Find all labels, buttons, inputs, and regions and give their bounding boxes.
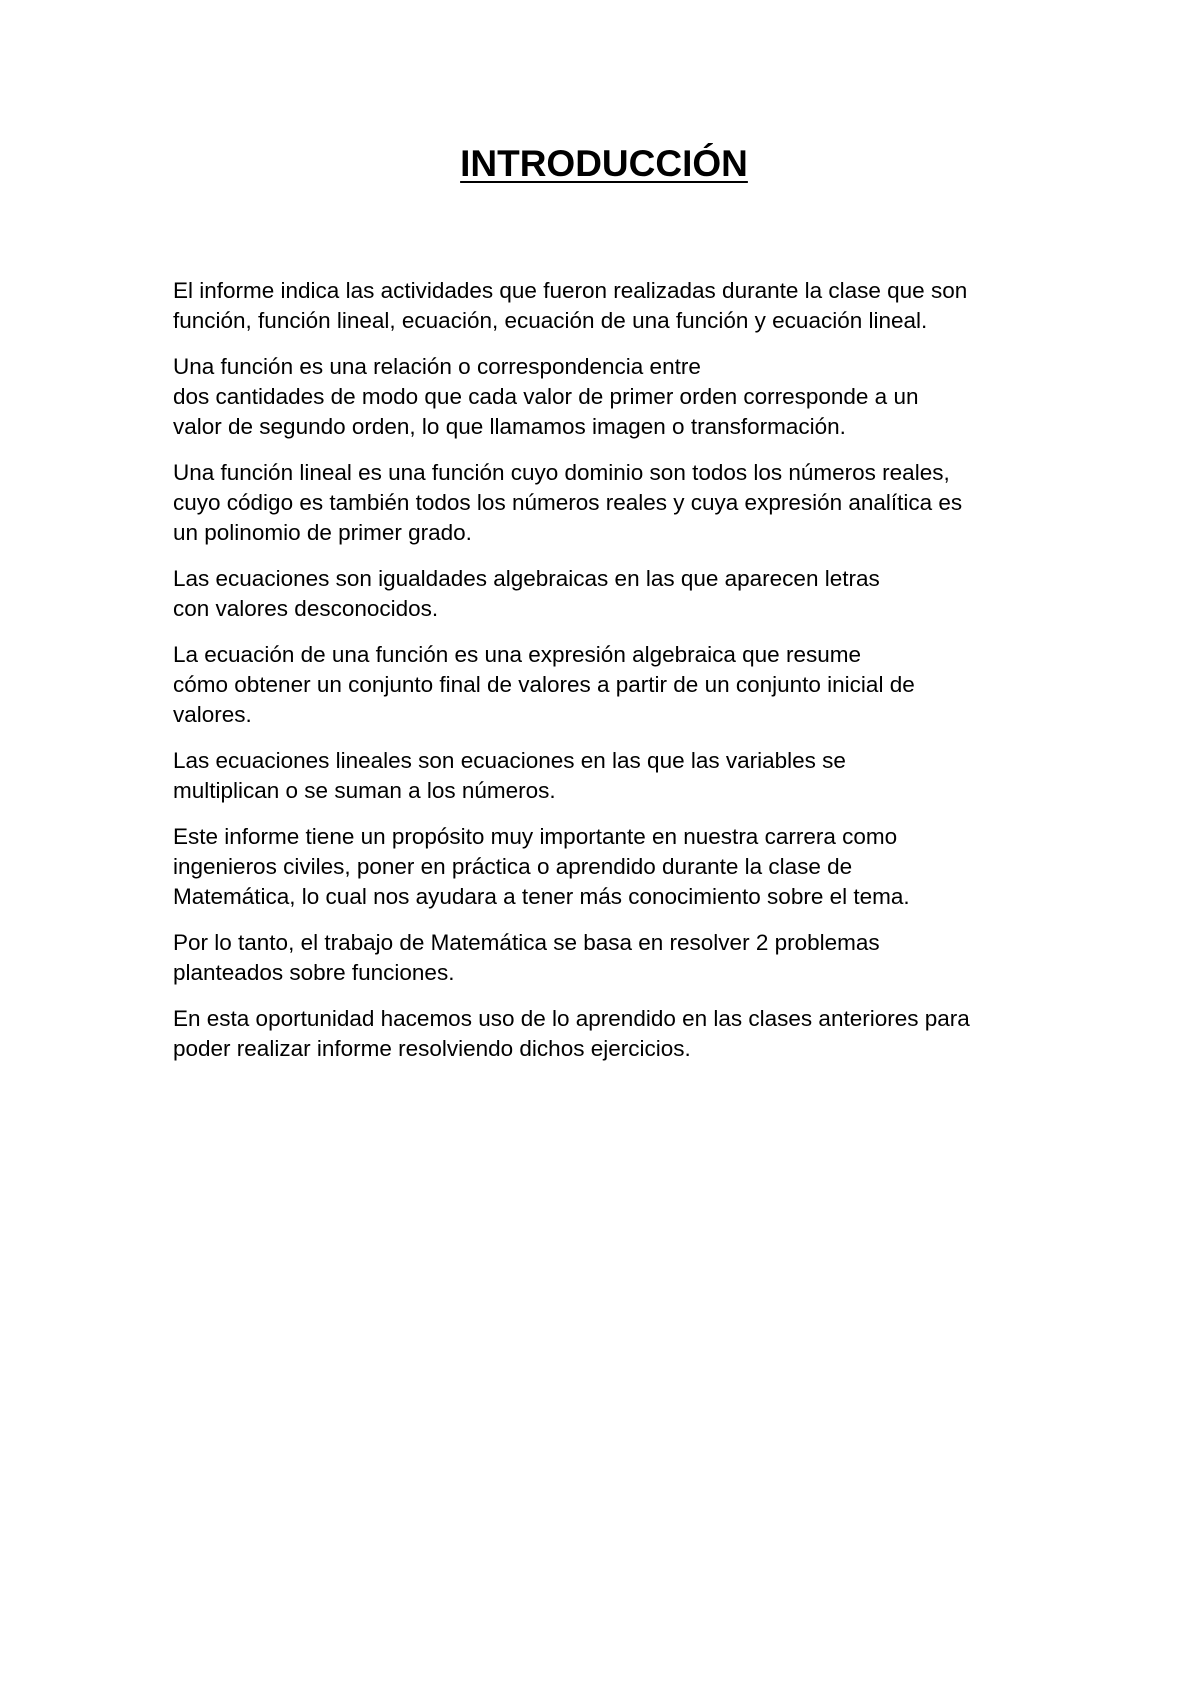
paragraph-function — [173, 352, 1053, 442]
paragraph-line: cómo obtener un conjunto final de valores a partir de un conjunto inicial de — [173, 672, 915, 697]
paragraph-equations — [173, 564, 1053, 624]
paragraph-line: En esta oportunidad hacemos uso de lo aprendido en las clases anteriores para — [173, 1006, 970, 1031]
paragraph-line: cuyo código es también todos los números reales y cuya expresión analítica es — [173, 490, 963, 515]
paragraph-function-equation — [173, 640, 1053, 730]
paragraph-line: poder realizar informe resolviendo dichos ejercicios. — [173, 1036, 691, 1061]
document-body — [173, 276, 1053, 1080]
paragraph-line: Este informe tiene un propósito muy importante en nuestra carrera como — [173, 824, 898, 849]
paragraph-line: función, función lineal, ecuación, ecuación de una función y ecuación lineal. — [173, 308, 928, 333]
paragraph-line: multiplican o se suman a los números. — [173, 778, 556, 803]
document-title: INTRODUCCIÓN — [460, 143, 748, 184]
paragraph-linear-function — [173, 458, 1053, 548]
paragraph-purpose — [173, 822, 1053, 912]
paragraph-linear-equations — [173, 746, 1053, 806]
paragraph-line: La ecuación de una función es una expresión algebraica que resume — [173, 642, 861, 667]
paragraph-line: dos cantidades de modo que cada valor de primer orden corresponde a un — [173, 384, 919, 409]
paragraph-line: Matemática, lo cual nos ayudara a tener más conocimiento sobre el tema. — [173, 884, 910, 909]
paragraph-line: planteados sobre funciones. — [173, 960, 455, 985]
paragraph-line: Una función es una relación o correspondencia entre — [173, 354, 701, 379]
paragraph-line: Por lo tanto, el trabajo de Matemática se basa en resolver 2 problemas — [173, 930, 880, 955]
paragraph-line: Las ecuaciones son igualdades algebraicas en las que aparecen letras — [173, 566, 880, 591]
paragraph-line: valores. — [173, 702, 252, 727]
paragraph-closing — [173, 1004, 1053, 1064]
paragraph-line: con valores desconocidos. — [173, 596, 439, 621]
paragraph-intro — [173, 276, 1053, 336]
paragraph-line: valor de segundo orden, lo que llamamos imagen o transformación. — [173, 414, 846, 439]
paragraph-line: El informe indica las actividades que fueron realizadas durante la clase que son — [173, 278, 968, 303]
paragraph-line: Las ecuaciones lineales son ecuaciones en las que las variables se — [173, 748, 846, 773]
paragraph-line: Una función lineal es una función cuyo dominio son todos los números reales, — [173, 460, 950, 485]
paragraph-work — [173, 928, 1053, 988]
paragraph-line: un polinomio de primer grado. — [173, 520, 472, 545]
paragraph-line: ingenieros civiles, poner en práctica o aprendido durante la clase de — [173, 854, 853, 879]
